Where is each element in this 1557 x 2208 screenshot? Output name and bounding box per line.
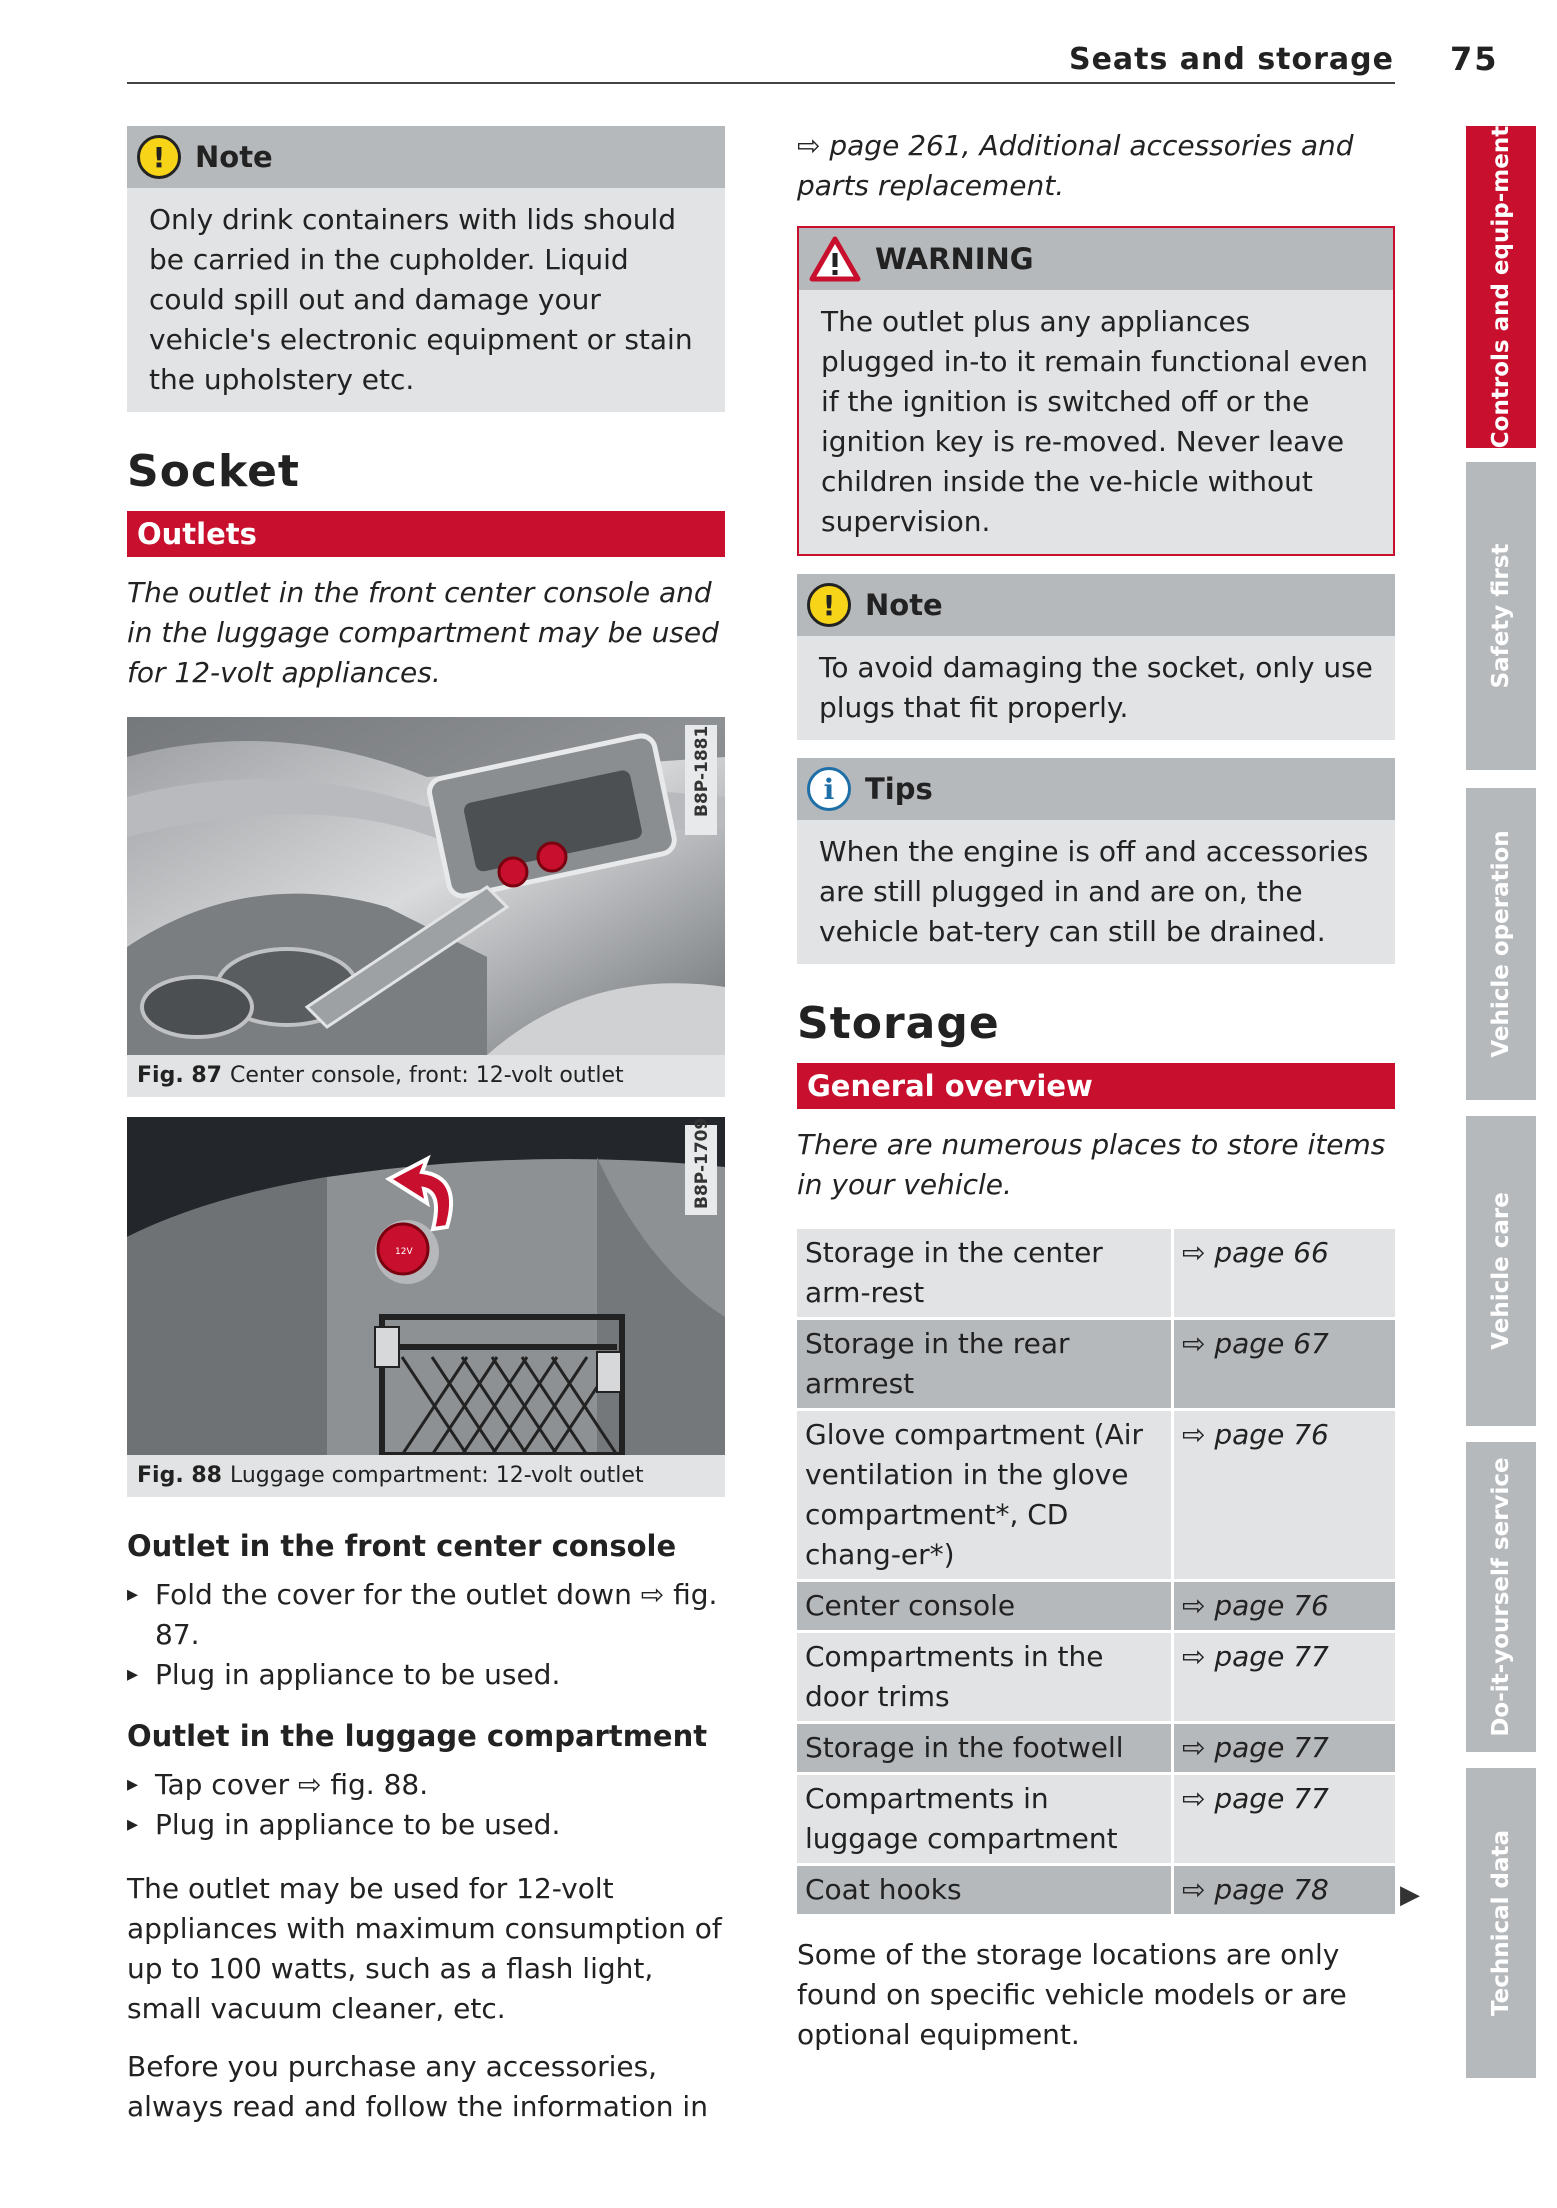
page-reference-link[interactable]: ⇨ page 66 — [1173, 1229, 1396, 1319]
table-row — [797, 1774, 1395, 1865]
figure-88-caption — [127, 1455, 725, 1497]
figure-88-code: B8P-1709 — [692, 1117, 712, 1209]
figure-87-caption — [127, 1055, 725, 1097]
page-reference-link[interactable]: ⇨ page 77 — [1173, 1723, 1396, 1774]
tab-controls-and-equipment[interactable] — [1466, 126, 1536, 448]
page-reference-continuation[interactable]: ⇨ page 261, Additional accessories and parts replacement. — [797, 129, 1354, 202]
socket-heading: Socket — [127, 446, 300, 497]
step-item: ▸ Fold the cover for the outlet down ⇨ fig. 87. — [127, 1575, 725, 1655]
tab-label: Vehicle operation — [1488, 830, 1514, 1058]
storage-item: Glove compartment (Air ventilation in the glove compartment*, CD chang-er*) — [797, 1410, 1173, 1581]
table-row — [797, 1410, 1395, 1581]
luggage-outlet-heading: Outlet in the luggage compartment — [127, 1719, 708, 1753]
figure-87-code: B8P-1881 — [692, 725, 712, 817]
exclamation-icon: ! — [137, 135, 181, 179]
warning-header — [799, 228, 1393, 290]
running-header-title: Seats and storage — [1068, 42, 1394, 77]
figure-88 — [127, 1117, 725, 1497]
note-header — [127, 126, 725, 188]
exclamation-icon: ! — [807, 583, 851, 627]
outlet-usage-paragraph: The outlet may be used for 12-volt appliances with maximum consumption of up to 100 watts, such as a flash light, small vacuum cleaner, etc. — [127, 1872, 722, 2025]
storage-item: Center console — [797, 1581, 1173, 1632]
accessories-paragraph: Before you purchase any accessories, always read and follow the information in — [127, 2050, 708, 2123]
storage-item: Storage in the footwell — [797, 1723, 1173, 1774]
figure-87-caption-text: Center console, front: 12-volt outlet — [229, 1063, 624, 1088]
figure-88-caption-text: Luggage compartment: 12-volt outlet — [229, 1463, 644, 1488]
tips-text: When the engine is off and accessories are still plugged in and are on, the vehicle bat-tery can still be drained. — [819, 835, 1369, 948]
luggage-outlet-image — [127, 1117, 725, 1455]
warning-text: The outlet plus any appliances plugged in-to it remain functional even if the ignition is switched off or the ignition key is re-moved. Never leave children inside the ve-hicle without supervision. — [821, 305, 1369, 538]
tab-label: Technical data — [1488, 1829, 1514, 2017]
socket-intro: The outlet in the front center console and in the luggage compartment may be used for 12-volt appliances. — [127, 576, 719, 689]
warning-label: WARNING — [875, 242, 1034, 276]
warning-triangle-icon — [809, 236, 861, 282]
table-row — [797, 1632, 1395, 1723]
center-console-outlet-image — [127, 717, 725, 1055]
luggage-outlet-steps — [127, 1765, 725, 1845]
storage-item: Compartments in the door trims — [797, 1632, 1173, 1723]
front-outlet-heading: Outlet in the front center console — [127, 1529, 677, 1563]
note-header — [797, 574, 1395, 636]
general-overview-bar: General overview — [797, 1063, 1395, 1109]
tab-vehicle-care[interactable] — [1466, 1116, 1536, 1426]
tips-label: Tips — [865, 772, 933, 806]
page-reference-link[interactable]: ⇨ page 78 — [1173, 1865, 1396, 1916]
tips-box — [797, 758, 1395, 964]
note-text: To avoid damaging the socket, only use plugs that fit properly. — [819, 651, 1373, 724]
right-column — [797, 126, 1395, 2055]
figure-87 — [127, 717, 725, 1097]
svg-text:12V: 12V — [395, 1247, 413, 1257]
tab-safety-first[interactable] — [1466, 462, 1536, 770]
table-row — [797, 1723, 1395, 1774]
tab-vehicle-operation[interactable] — [1466, 788, 1536, 1100]
page-reference-link[interactable]: ⇨ page 76 — [1173, 1581, 1396, 1632]
table-row — [797, 1581, 1395, 1632]
storage-heading: Storage — [797, 998, 1000, 1049]
outlets-bar: Outlets — [127, 511, 725, 557]
front-outlet-steps — [127, 1575, 725, 1695]
note-box — [127, 126, 725, 412]
triangle-right-icon[interactable]: ▶ — [1400, 1880, 1420, 1910]
warning-box — [797, 226, 1395, 556]
tab-technical-data[interactable] — [1466, 1768, 1536, 2078]
note-label: Note — [195, 140, 273, 174]
step-item: ▸ Tap cover ⇨ fig. 88. — [127, 1765, 725, 1805]
left-column — [127, 126, 725, 2127]
tab-do-it-yourself-service[interactable] — [1466, 1442, 1536, 1752]
step-item: ▸ Plug in appliance to be used. — [127, 1805, 725, 1845]
page-reference-link[interactable]: ⇨ page 77 — [1173, 1632, 1396, 1723]
page-reference-link[interactable]: ⇨ page 76 — [1173, 1410, 1396, 1581]
page-number: 75 — [1450, 40, 1499, 78]
header-rule — [127, 82, 1395, 84]
note-text: Only drink containers with lids should be carried in the cupholder. Liquid could spill out and damage your vehicle's electronic equipment or stain the upholstery etc. — [149, 203, 693, 396]
page-reference-link[interactable]: ⇨ page 67 — [1173, 1319, 1396, 1410]
storage-item: Compartments in luggage compartment — [797, 1774, 1173, 1865]
tab-label: Vehicle care — [1488, 1192, 1514, 1350]
storage-item: Coat hooks — [797, 1865, 1173, 1916]
step-item: ▸ Plug in appliance to be used. — [127, 1655, 725, 1695]
storage-item: Storage in the center arm-rest — [797, 1229, 1173, 1319]
tips-header — [797, 758, 1395, 820]
tab-label: Controls and equip-ment — [1488, 125, 1514, 449]
note-box — [797, 574, 1395, 740]
tab-label: Safety first — [1488, 543, 1514, 689]
figure-88-number: Fig. 88 — [137, 1463, 222, 1488]
storage-intro: There are numerous places to store items in your vehicle. — [797, 1128, 1386, 1201]
storage-item: Storage in the rear armrest — [797, 1319, 1173, 1410]
table-row — [797, 1229, 1395, 1319]
page-reference-link[interactable]: ⇨ page 77 — [1173, 1774, 1396, 1865]
tab-label: Do-it-yourself service — [1488, 1457, 1514, 1737]
figure-87-number: Fig. 87 — [137, 1063, 222, 1088]
info-icon: i — [807, 767, 851, 811]
storage-table — [797, 1229, 1395, 1917]
table-row — [797, 1865, 1395, 1916]
storage-closing-paragraph: Some of the storage locations are only found on specific vehicle models or are optional equipment. — [797, 1938, 1347, 2051]
table-row — [797, 1319, 1395, 1410]
note-label: Note — [865, 588, 943, 622]
